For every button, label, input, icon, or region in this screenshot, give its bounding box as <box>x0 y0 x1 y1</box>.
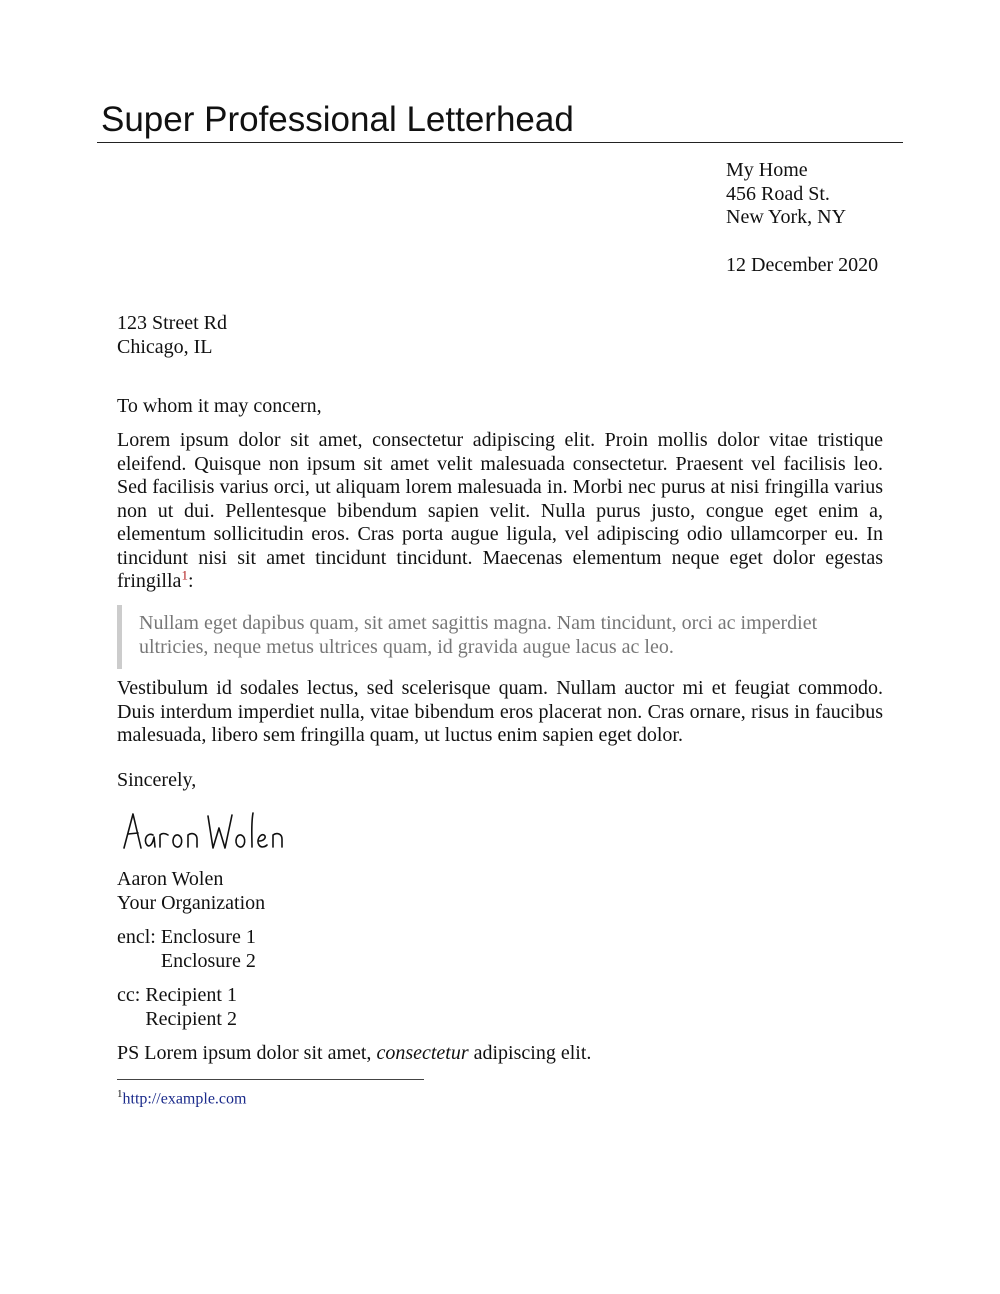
footnote <box>117 1084 246 1109</box>
letterhead-rule <box>97 142 903 143</box>
cc-item: Recipient 1 <box>145 984 237 1006</box>
blockquote <box>117 605 883 669</box>
sender-address <box>726 159 846 230</box>
recipient-line: Chicago, IL <box>117 336 213 358</box>
letter-date: 12 December 2020 <box>726 254 879 276</box>
body-paragraph-2: Vestibulum id sodales lectus, sed scelerisque quam. Nullam auctor mi et feugiat commodo. Duis interdum imperdiet nulla, vitae bibendum eros placerat non. Cras ornare, risus in faucibus malesuada, libero sem fringilla quam, ut luctus enim sapien eget dolor. <box>117 677 883 746</box>
postscript-suffix: adipiscing elit. <box>468 1042 592 1064</box>
signer-name: Aaron Wolen <box>117 868 224 890</box>
signer-block <box>117 867 265 915</box>
cc-list <box>117 983 237 1031</box>
enclosures-label: encl: <box>117 926 156 948</box>
handwritten-signature <box>120 808 290 856</box>
postscript-prefix: PS Lorem ipsum dolor sit amet, <box>117 1042 377 1064</box>
enclosures <box>117 925 256 973</box>
enclosure-item: Enclosure 2 <box>160 950 256 972</box>
sender-line: My Home <box>726 159 808 181</box>
postscript <box>117 1041 591 1065</box>
sender-line: New York, NY <box>726 206 847 228</box>
blockquote-text: Nullam eget dapibus quam, sit amet sagittis magna. Nam tincidunt, orci ac imperdiet ultricies, neque metus ultrices quam, id gravida augue lacus ac leo. <box>139 612 818 658</box>
cc-item: Recipient 2 <box>145 1008 237 1030</box>
closing: Sincerely, <box>117 769 197 791</box>
signer-organization: Your Organization <box>117 892 266 914</box>
footnote-reference[interactable]: 1 <box>181 567 188 583</box>
cc-label: cc: <box>117 984 141 1006</box>
recipient-line: 123 Street Rd <box>117 312 227 334</box>
footnote-rule <box>117 1079 424 1080</box>
postscript-emphasis: consectetur <box>376 1042 469 1064</box>
body-paragraph-1-end: : <box>187 570 194 592</box>
greeting: To whom it may concern, <box>117 395 322 417</box>
footnote-link[interactable]: http://example.com <box>122 1090 247 1108</box>
sender-line: 456 Road St. <box>726 182 830 205</box>
letterhead-title: Super Professional Letterhead <box>101 100 574 139</box>
blockquote-bar <box>117 605 122 669</box>
recipient-address <box>117 311 227 359</box>
footnote-mark: 1 <box>117 1088 123 1100</box>
body-paragraph-1 <box>117 429 883 594</box>
enclosure-item: Enclosure 1 <box>160 926 256 948</box>
body-paragraph-1-text: Lorem ipsum dolor sit amet, consectetur adipiscing elit. Proin mollis dolor vitae tristique eleifend. Quisque non ipsum sit amet velit malesuada consectetur. Praesent vel facilisis leo. Sed facilisis varius orci, ut aliquam lorem malesuada in. Morbi nec purus at nisi fringilla varius non ut dui. Pellentesque bibendum sapien velit. Nulla purus justo, congue eget enim a, elementum sollicitudin eros. Cras porta augue ligula, vel adipiscing odio ullamcorper eu. In tincidunt nisi sit amet tincidunt tincidunt. Maecenas elementum neque eget dolor egestas fringilla <box>117 429 883 592</box>
